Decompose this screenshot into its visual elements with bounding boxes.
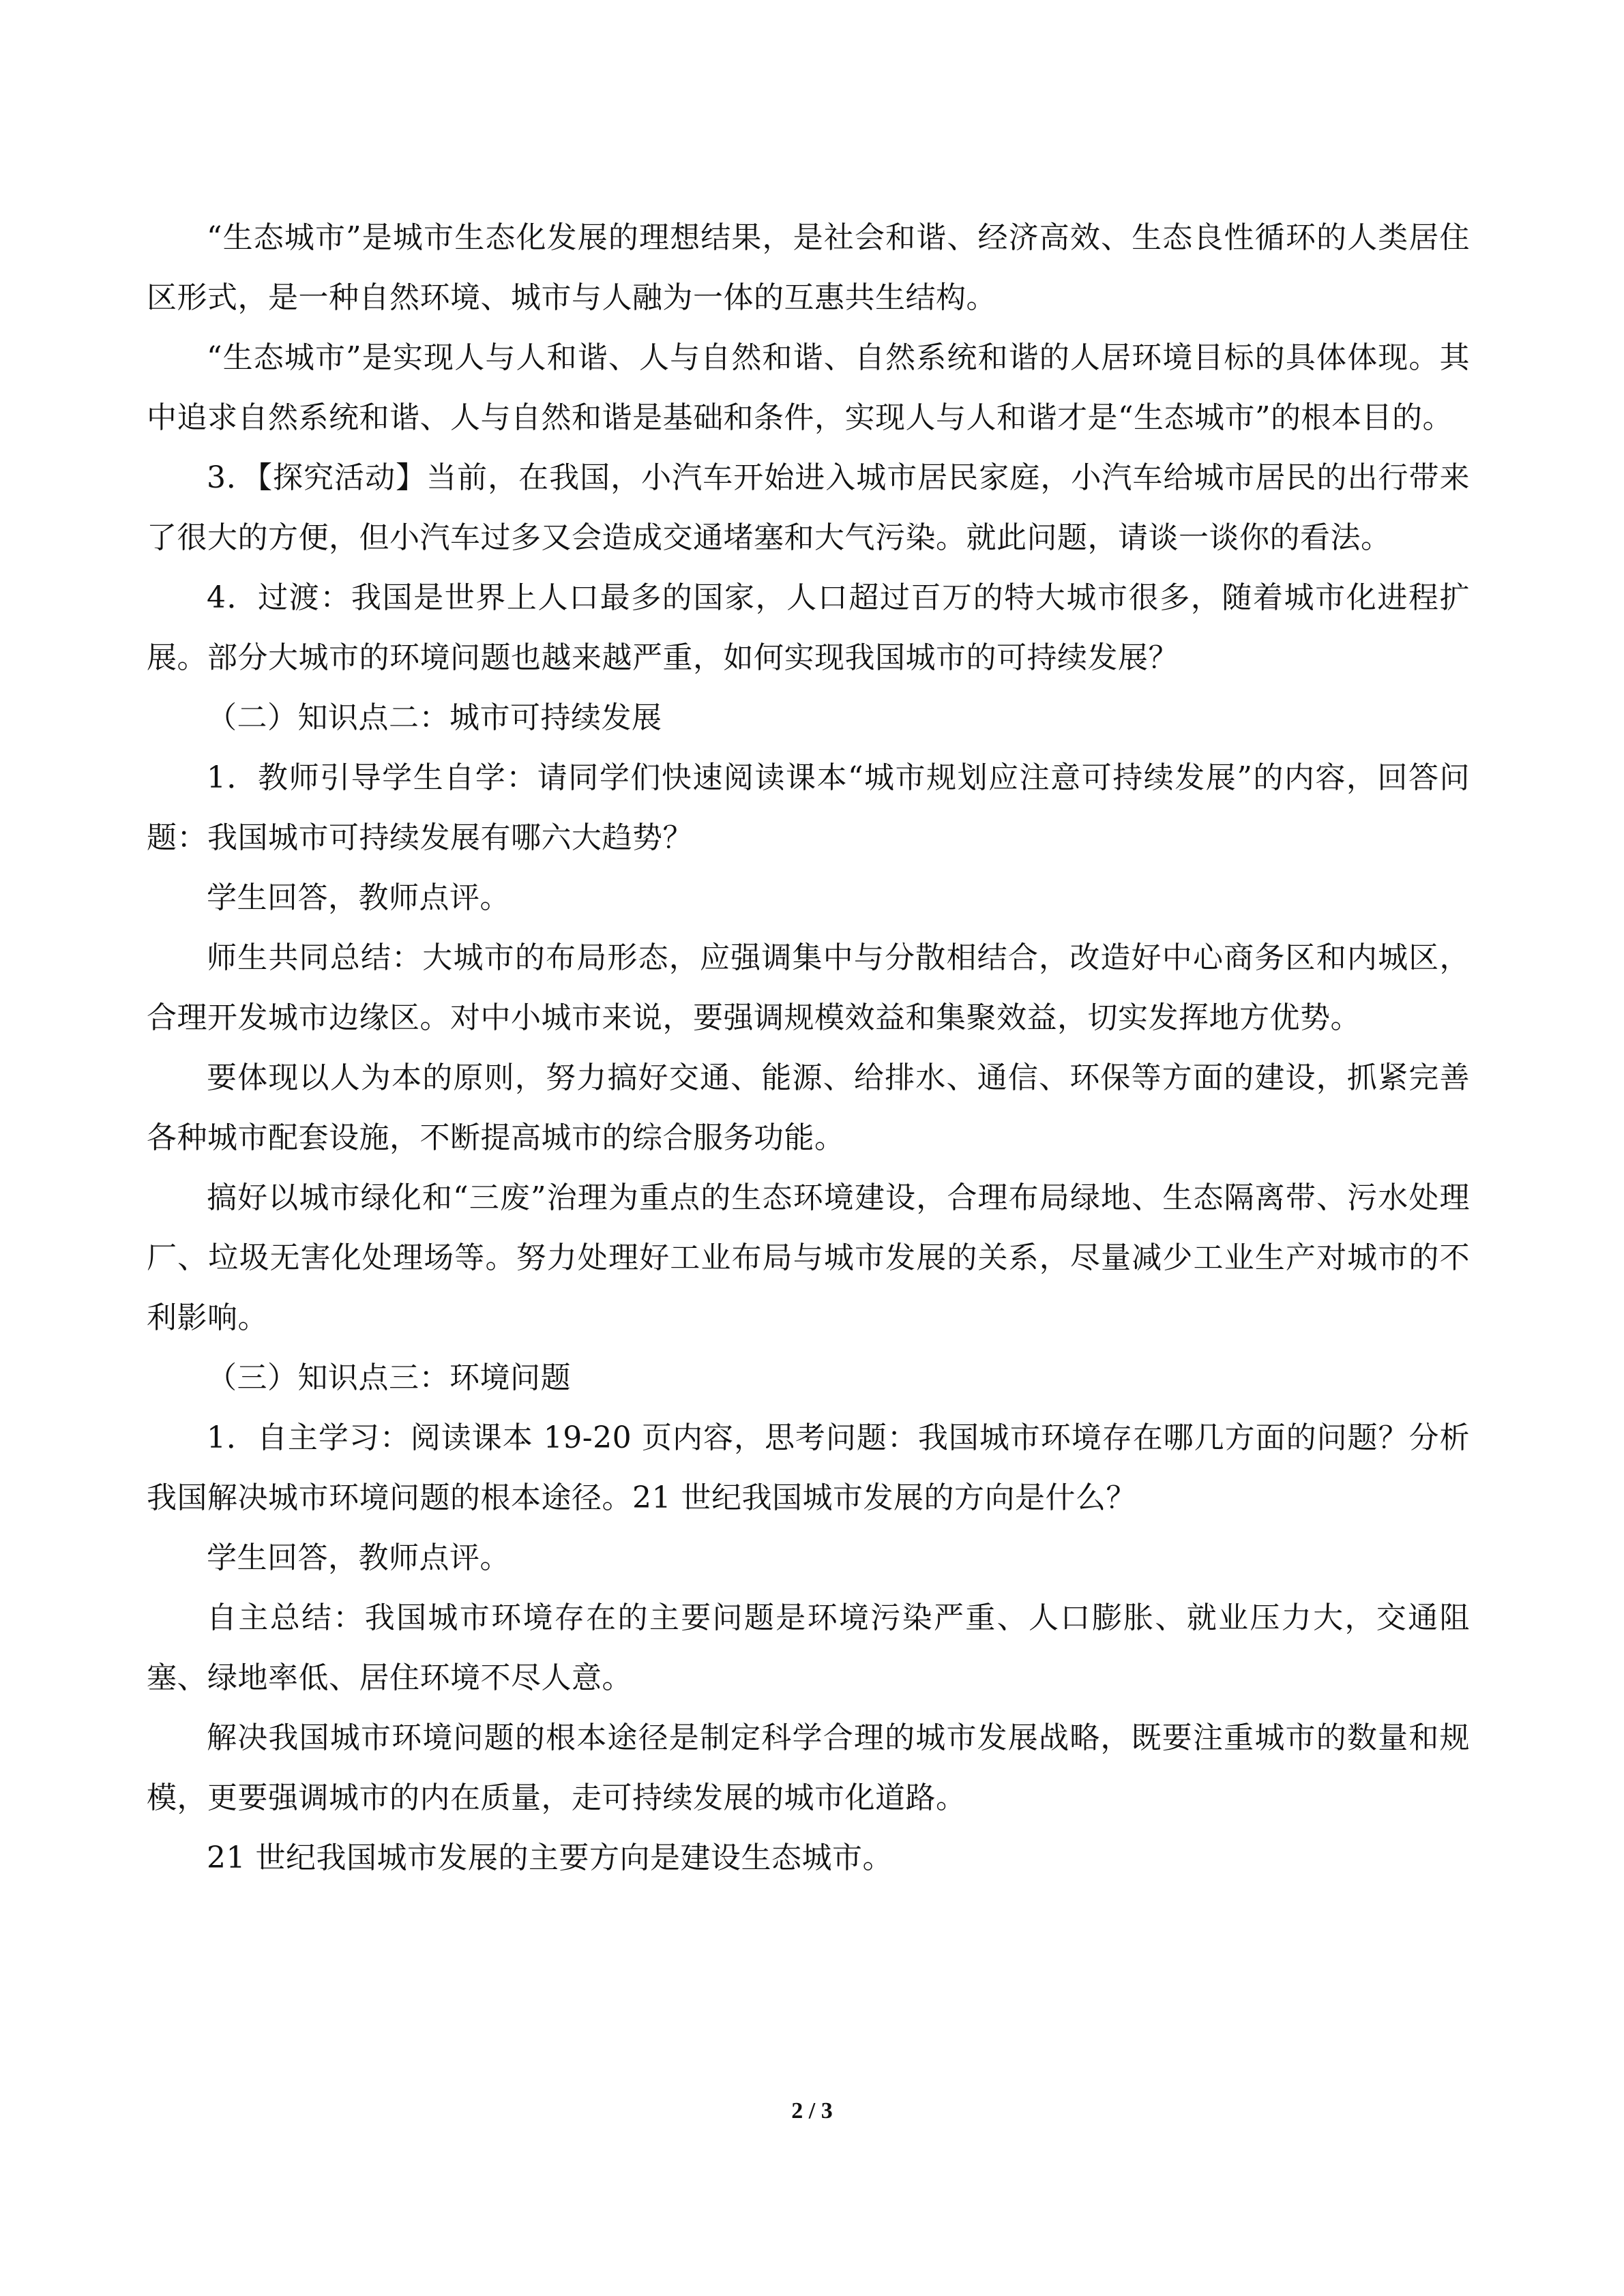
paragraph-self-summary: 自主总结：我国城市环境存在的主要问题是环境污染严重、人口膨胀、就业压力大，交通阻塞、绿地率低、居住环境不尽人意。 (147, 1600, 1470, 1695)
paragraph-inquiry-activity: 3．【探究活动】当前，在我国，小汽车开始进入城市居民家庭，小汽车给城市居民的出行带来了很大的方便，但小汽车过多又会造成交通堵塞和大气污染。就此问题，请谈一谈你的看法。 (147, 460, 1470, 555)
paragraph-student-answer-2: 学生回答，教师点评。 (207, 1540, 510, 1575)
paragraph-ecocity-definition: “生态城市”是城市生态化发展的理想结果，是社会和谐、经济高效、生态良性循环的人类居住区形式，是一种自然环境、城市与人融为一体的互惠共生结构。 (147, 220, 1470, 315)
section-heading-knowledge-point-2: （二）知识点二：城市可持续发展 (207, 700, 662, 735)
document-body (147, 208, 1470, 1888)
paragraph-joint-summary: 师生共同总结：大城市的布局形态，应强调集中与分散相结合，改造好中心商务区和内城区，合理开发城市边缘区。对中小城市来说，要强调规模效益和集聚效益，切实发挥地方优势。 (147, 940, 1470, 1035)
paragraph-ecocity-harmony: “生态城市”是实现人与人和谐、人与自然和谐、自然系统和谐的人居环境目标的具体体现。其中追求自然系统和谐、人与自然和谐是基础和条件，实现人与人和谐才是“生态城市”的根本目的。 (147, 340, 1470, 435)
section-heading-knowledge-point-3: （三）知识点三：环境问题 (207, 1360, 571, 1395)
page-number: 2 / 3 (791, 2098, 833, 2123)
paragraph-student-answer: 学生回答，教师点评。 (207, 880, 510, 915)
paragraph-21st-century: 21 世纪我国城市发展的主要方向是建设生态城市。 (207, 1840, 893, 1875)
paragraph-self-study: 1．自主学习：阅读课本 19-20 页内容，思考问题：我国城市环境存在哪几方面的问题？分析我国解决城市环境问题的根本途径。21 世纪我国城市发展的方向是什么？ (147, 1420, 1470, 1515)
paragraph-greening: 搞好以城市绿化和“三废”治理为重点的生态环境建设，合理布局绿地、生态隔离带、污水处理厂、垃圾无害化处理场等。努力处理好工业布局与城市发展的关系，尽量减少工业生产对城市的不利影响。 (147, 1180, 1470, 1335)
paragraph-fundamental-approach: 解决我国城市环境问题的根本途径是制定科学合理的城市发展战略，既要注重城市的数量和规模，更要强调城市的内在质量，走可持续发展的城市化道路。 (147, 1720, 1470, 1815)
paragraph-teacher-guide: 1．教师引导学生自学：请同学们快速阅读课本“城市规划应注意可持续发展”的内容，回答问题：我国城市可持续发展有哪六大趋势？ (147, 760, 1470, 855)
paragraph-people-oriented: 要体现以人为本的原则，努力搞好交通、能源、给排水、通信、环保等方面的建设，抓紧完善各种城市配套设施，不断提高城市的综合服务功能。 (147, 1060, 1470, 1155)
paragraph-transition: 4．过渡：我国是世界上人口最多的国家，人口超过百万的特大城市很多，随着城市化进程扩展。部分大城市的环境问题也越来越严重，如何实现我国城市的可持续发展？ (147, 580, 1470, 675)
